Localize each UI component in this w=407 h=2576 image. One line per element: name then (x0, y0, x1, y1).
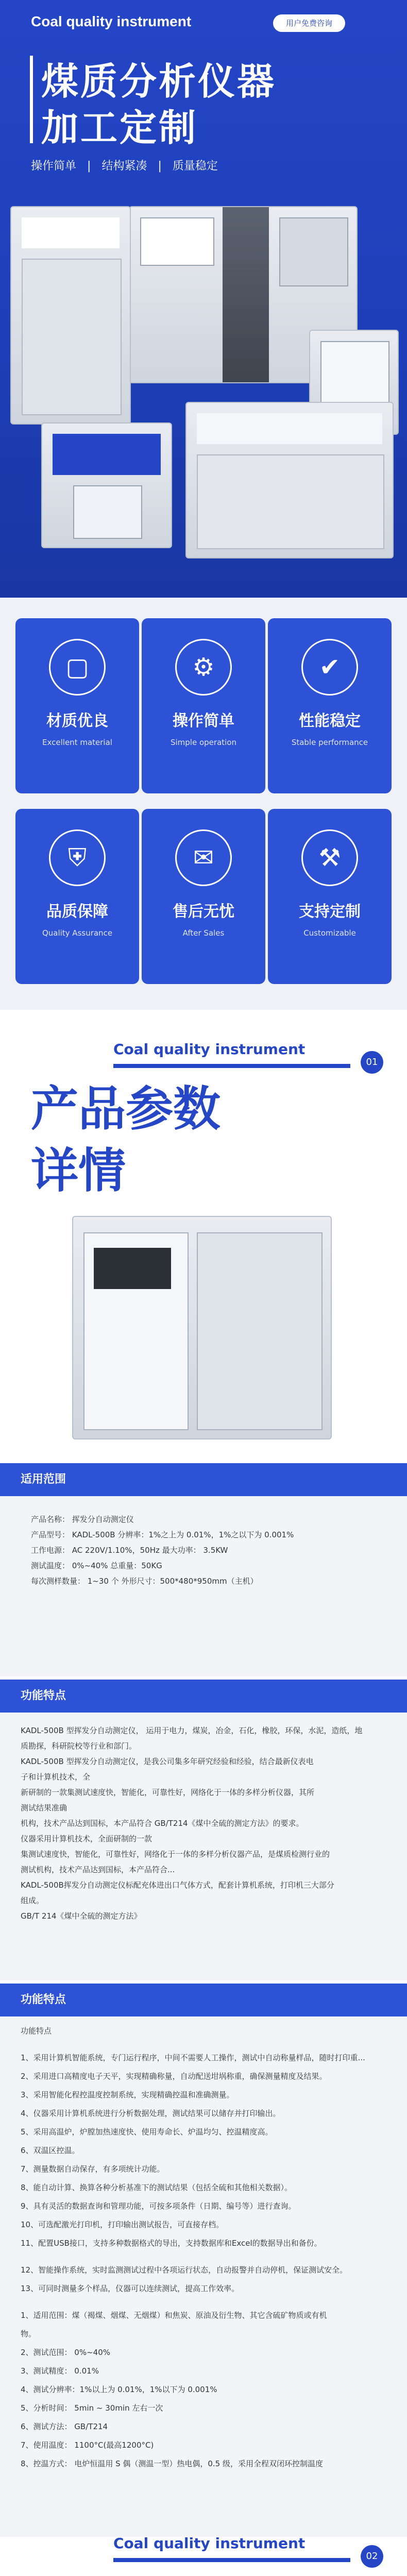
function2-line: 4、仪器采用计算机系统进行分析数据处理，测试结果可以储存并打印输出。 (21, 2109, 281, 2118)
function-panel (0, 1713, 407, 1980)
hero-accent-line (30, 56, 33, 143)
params-section-tag: Coal quality instrument (113, 1041, 306, 1058)
function-line: 组成。 (21, 1896, 44, 1905)
free-consult-button[interactable]: 用户免费咨询 (273, 14, 345, 32)
factory-section-number: 02 (361, 2545, 383, 2568)
function2-line: 11、配置USB接口，支持多种数据格式的导出，支持数据库和Excel的数据导出和备份。 (21, 2239, 322, 2248)
function-line: GB/T 214《煤中全硫的测定方法》 (21, 1911, 142, 1921)
function-line: KADL-500B 型挥发分自动测定仪， 运用于电力，煤炭，冶金，石化，橡胶，环保，水泥，造纸，地 (21, 1726, 363, 1735)
params-section-number: 01 (361, 1051, 383, 1074)
function2-line: 8、控温方式： 电炉恒温用 S 偶（测温一型）热电偶，0.5 级，采用全程双闭环控制温度 (21, 2459, 323, 2468)
feature-card-aftersales (142, 809, 265, 984)
feature-card-quality (15, 809, 139, 984)
feature-subtitle: After Sales (182, 928, 225, 938)
function2-line: 5、采用高温炉，炉膛加热速度快、使用寿命长、炉温均匀、控温精度高。 (21, 2127, 273, 2137)
cube-icon: ▢ (49, 639, 106, 696)
product-image-bottom-right (185, 402, 394, 558)
shield-icon: ⛨ (49, 829, 106, 886)
gear-icon: ⚙ (175, 639, 232, 696)
feature-card-material (15, 618, 139, 793)
scope-line: 工作电源： AC 220V/1.10%，50Hz 最大功率： 3.5KW (31, 1546, 228, 1555)
feature-card-performance (268, 618, 392, 793)
hero-feature-1: 操作简单 (31, 160, 77, 173)
feature-subtitle: Customizable (303, 928, 356, 938)
hero-title-line2: 加工定制 (41, 106, 198, 149)
scope-line: 每次测样数量： 1~30 个 外形尺寸：500*480*950mm（主机） (31, 1577, 258, 1586)
function-line: 集测试速度快，智能化，可靠性好，网络化于一体的多样分析仪器产品，是煤质检测行业的 (21, 1850, 330, 1859)
function2-line: 9、具有灵活的数据查询和管理功能，可按多项条件（日期、编号等）进行查询。 (21, 2201, 296, 2211)
feature-title: 操作简单 (173, 712, 234, 730)
hero-sep-1: | (87, 160, 91, 173)
hero-banner (0, 0, 407, 598)
function-line: KADL-500B挥发分自动测定仪标配充体进出口气体方式，配套计算机系统，打印机三大部分 (21, 1880, 334, 1890)
factory-section-bar (113, 2558, 350, 2562)
tools-icon: ⚒ (301, 829, 358, 886)
hero-features (31, 157, 225, 173)
feature-subtitle: Stable performance (291, 738, 368, 747)
hero-feature-3: 质量稳定 (172, 160, 218, 173)
function-line: 子和计算机技术，全 (21, 1772, 91, 1782)
feature-subtitle: Excellent material (42, 738, 112, 747)
function-line: 质勘探，科研院校等行业和部门。 (21, 1741, 137, 1751)
feature-card-operation (142, 618, 265, 793)
params-title-line2: 详情 (31, 1143, 126, 1198)
product-image-left (10, 206, 131, 425)
function2-line (21, 2298, 392, 2306)
scope-header: 适用范围 (0, 1463, 407, 1496)
function2-panel (0, 2016, 407, 2537)
function2-header: 功能特点 (0, 1984, 407, 2016)
scope-line: 产品型号： KADL-500B 分辨率：1%之上为 0.01%，1%之以下为 0.001% (31, 1530, 294, 1539)
feature-title: 售后无忧 (173, 903, 234, 921)
hero-sep-2: | (158, 160, 162, 173)
feature-title: 材质优良 (46, 712, 108, 730)
feature-subtitle: Quality Assurance (42, 928, 113, 938)
params-title-line1: 产品参数 (31, 1081, 221, 1137)
hero-tagline: Coal quality instrument (31, 13, 192, 29)
function-header: 功能特点 (0, 1680, 407, 1713)
feature-title: 支持定制 (299, 903, 361, 921)
function2-line: 6、双温区控温。 (21, 2146, 80, 2155)
features-section (0, 598, 407, 1010)
product-image-bottom-left (41, 422, 172, 548)
function2-line (21, 2040, 392, 2048)
hero-feature-2: 结构紧凑 (101, 160, 147, 173)
function2-line: 7、测量数据自动保存，有多项统计功能。 (21, 2164, 165, 2174)
feature-title: 性能稳定 (299, 712, 361, 730)
function-line: KADL-500B 型挥发分自动测定仪，是我公司集多年研究经验和经验，结合最新仪表电 (21, 1757, 314, 1766)
function2-line: 4、测试分辨率：1%以上为 0.01%，1%以下为 0.001% (21, 2385, 217, 2394)
feature-card-custom (268, 809, 392, 984)
function2-line: 12、智能操作系统，实时监测测试过程中各项运行状态，自动报警并自动停机，保证测试安全。 (21, 2265, 348, 2275)
function2-line: 6、测试方法： GB/T214 (21, 2422, 108, 2431)
function-line: 测试结果准确 (21, 1803, 67, 1812)
function2-line: 2、测试范围： 0%~40% (21, 2348, 111, 2357)
scope-panel (0, 1496, 407, 1676)
scope-line: 产品名称： 挥发分自动测定仪 (31, 1515, 134, 1524)
function-line: 机构，技术产品达到国标，本产品符合 GB/T214《煤中全硫的测定方法》的要求。 (21, 1819, 304, 1828)
hero-title-line1: 煤质分析仪器 (41, 60, 277, 103)
factory-section-tag: Coal quality instrument (113, 2535, 306, 2552)
scope-line: 测试温度： 0%~40% 总重量：50KG (31, 1561, 162, 1570)
function-line: 新研制的一款集测试速度快，智能化，可靠性好，网络化于一体的多样分析仪器，其所 (21, 1788, 315, 1797)
function2-line: 5、分析时间： 5min ~ 30min 左右一次 (21, 2403, 163, 2413)
function-line: 仪器采用计算机技术，全面研制的一款 (21, 1834, 152, 1843)
function2-line: 10、可选配激光打印机，打印输出测试报告，可直接存档。 (21, 2220, 224, 2229)
function2-line: 8、能自动计算、换算各种分析基准下的测试结果（包括全硫和其他相关数据）。 (21, 2183, 293, 2192)
function2-line (21, 2252, 392, 2261)
feature-subtitle: Simple operation (170, 738, 236, 747)
function2-line: 2、采用进口高精度电子天平，实现精确称量，自动配送坩埚称重，确保测量精度及结果。 (21, 2072, 327, 2081)
function2-line: 3、测试精度： 0.01% (21, 2366, 99, 2376)
function2-line: 13、可同时测量多个样品，仪器可以连续测试，提高工作效率。 (21, 2284, 240, 2293)
function2-line: 1、采用计算机智能系统，专门运行程序，中间不需要人工操作，测试中自动称量样品，随时打印重... (21, 2053, 365, 2062)
function-line: 测试机构，技术产品达到国标，本产品符合... (21, 1865, 175, 1874)
function2-line: 7、使用温度： 1100°C(最高1200°C) (21, 2441, 154, 2450)
feature-title: 品质保障 (46, 903, 108, 921)
function2-line: 物。 (21, 2329, 37, 2338)
params-section-bar (113, 1064, 350, 1068)
function2-line: 功能特点 (21, 2026, 52, 2036)
function2-line: 3、采用智能化程控温度控制系统，实现精确控温和准确测量。 (21, 2090, 234, 2099)
function2-line: 1、适用范围：煤（褐煤、烟煤、无烟煤）和焦炭、原油及衍生物、其它含硫矿物质或有机 (21, 2311, 327, 2320)
chat-icon: ✉ (175, 829, 232, 886)
product-photo (72, 1216, 332, 1439)
thumbs-up-icon: ✔ (301, 639, 358, 696)
